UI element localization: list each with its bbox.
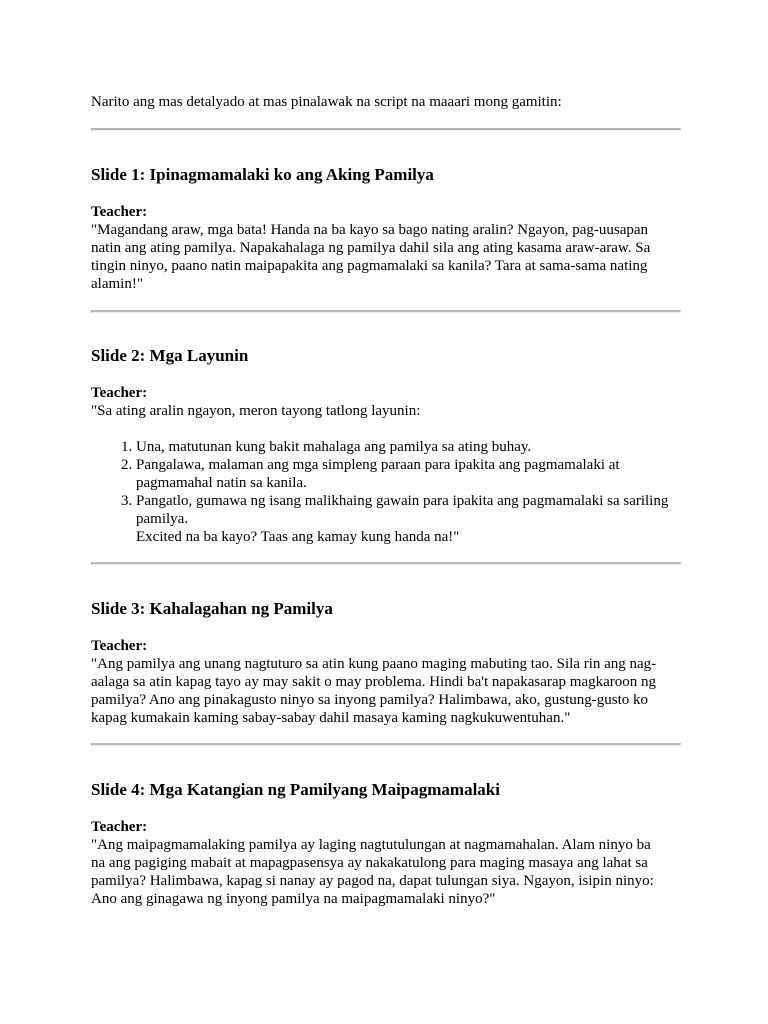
intro-text: Narito ang mas detalyado at mas pinalawak na script na maaari mong gamitin: xyxy=(91,94,562,110)
slide-3-title: Slide 3: Kahalagahan ng Pamilya xyxy=(91,599,333,618)
divider xyxy=(91,562,681,565)
divider xyxy=(91,128,681,131)
slide-2-closing: Excited na ba kayo? Taas ang kamay kung handa na!" xyxy=(136,529,460,545)
slide-1-text: "Magandang araw, mga bata! Handa na ba kayo sa bago nating aralin? Ngayon, pag-uusapan natin ang ating pamilya. Napakahalaga ng pamilya dahil sila ang ating kasama araw-araw. Sa tingin ninyo, paano natin maipapakita ang pagmamalaki sa kanila? Tara at sama-sama nating alamin!" xyxy=(91,222,651,292)
slide-2-title: Slide 2: Mga Layunin xyxy=(91,346,249,365)
goal-item xyxy=(136,456,681,492)
slide-3-speaker: Teacher: xyxy=(91,638,148,654)
slide-4-section xyxy=(91,780,679,908)
slide-3-text: "Ang pamilya ang unang nagtuturo sa atin kung paano maging mabuting tao. Sila rin ang nag-aalaga sa atin kapag tayo ay may sakit o may problema. Hindi ba't napakasarap magkaroon ng pamilya? Ano ang pinakagusto ninyo sa inyong pamilya? Halimbawa, ako, gustung-gusto ko kapag kumakain kaming sabay-sabay dahil masaya kaming nagkukuwentuhan." xyxy=(91,656,657,726)
goals-list xyxy=(91,438,681,546)
slide-1-speaker: Teacher: xyxy=(91,204,148,220)
slide-4-speaker: Teacher: xyxy=(91,819,148,835)
slide-2-speaker: Teacher: xyxy=(91,385,148,401)
slide-1-section xyxy=(91,165,679,293)
slide-2-section xyxy=(91,346,679,546)
goal-item xyxy=(136,492,681,546)
goal-item-text: Una, matutunan kung bakit mahalaga ang pamilya sa ating buhay. xyxy=(136,439,532,455)
divider xyxy=(91,743,681,746)
goal-item-text: Pangatlo, gumawa ng isang malikhaing gawain para ipakita ang pagmamalaki sa sariling pamilya. xyxy=(136,493,669,527)
goal-item-text: Pangalawa, malaman ang mga simpleng paraan para ipakita ang pagmamalaki at pagmamahal natin sa kanila. xyxy=(136,457,620,491)
goal-item xyxy=(136,438,681,456)
slide-2-text: "Sa ating aralin ngayon, meron tayong tatlong layunin: xyxy=(91,403,421,419)
slide-3-section xyxy=(91,599,679,727)
slide-1-title: Slide 1: Ipinagmamalaki ko ang Aking Pamilya xyxy=(91,165,434,184)
slide-4-text: "Ang maipagmamalaking pamilya ay laging nagtutulungan at nagmamahalan. Alam ninyo ba na ang pagiging mabait at mapagpasensya ay nakakatulong para maging masaya ang lahat sa pamilya? Halimbawa, kapag si nanay ay pagod na, dapat tulungan siya. Ngayon, isipin ninyo: Ano ang ginagawa ng inyong pamilya na maipagmamalaki ninyo?" xyxy=(91,837,654,907)
divider xyxy=(91,310,681,313)
slide-4-title: Slide 4: Mga Katangian ng Pamilyang Maipagmamalaki xyxy=(91,780,500,799)
